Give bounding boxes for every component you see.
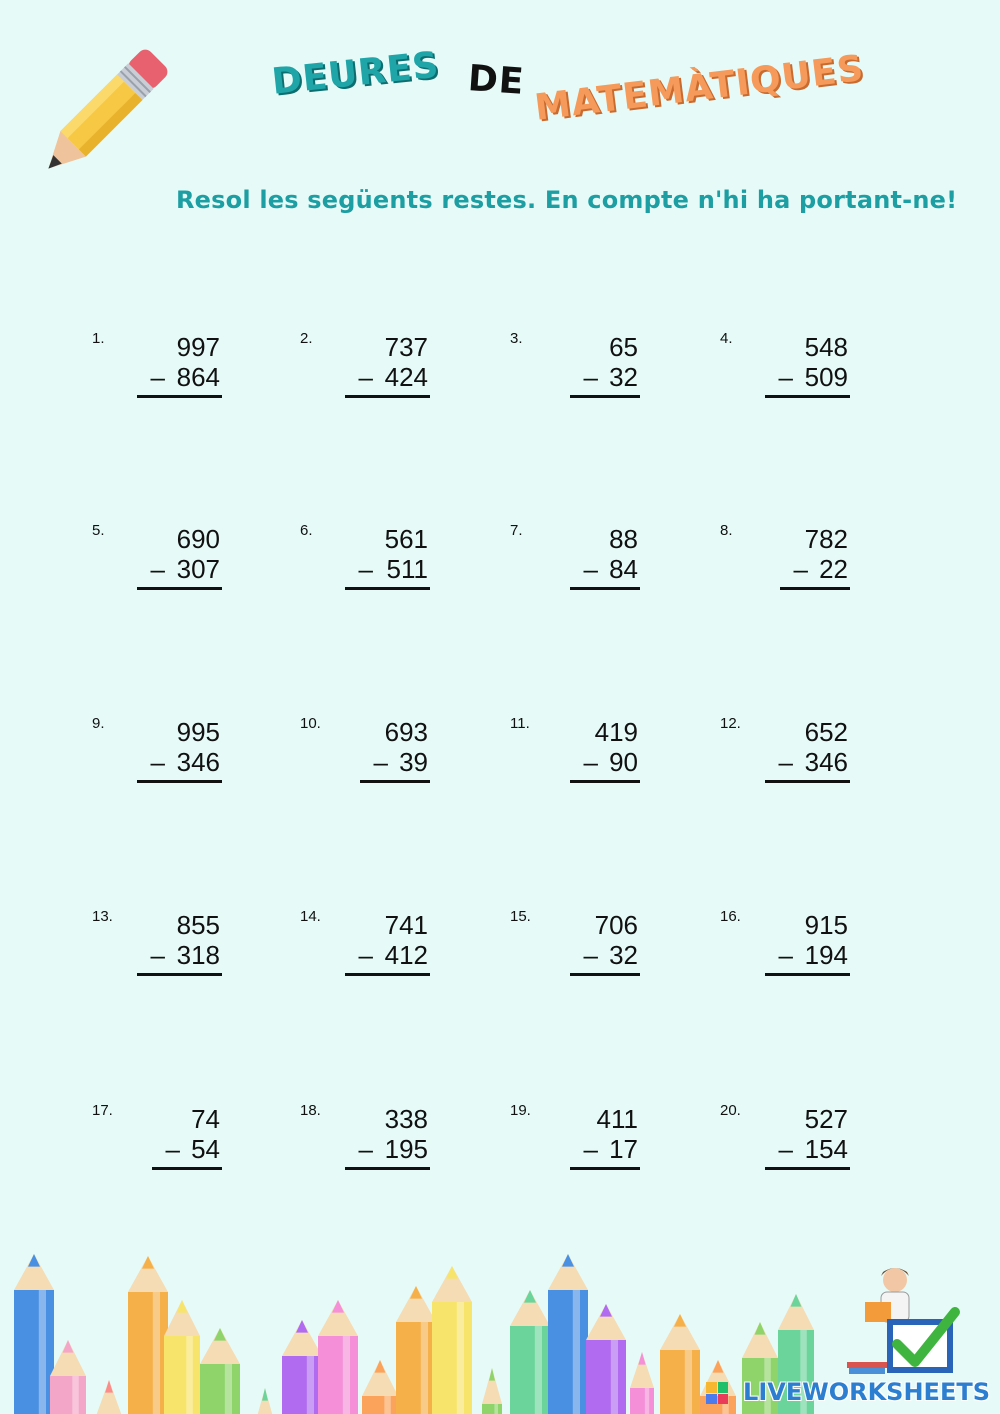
liveworksheets-logo-icon [706,1382,728,1404]
problem-number: 18. [300,1102,321,1119]
minus-sign: – [358,362,373,392]
subtraction-problem [720,522,870,592]
teacher-checkmark-icon [845,1262,985,1382]
problem-number: 6. [300,522,313,539]
minuend: 915 [804,910,848,940]
minus-sign: – [150,554,165,584]
answer-line [570,1167,640,1170]
minuend: 995 [176,717,220,747]
answer-line [780,587,850,590]
answer-line [360,780,430,783]
minus-sign: – [358,554,373,584]
subtraction-problem [510,522,660,592]
answer-line [765,1167,850,1170]
minuend: 527 [804,1104,848,1134]
minuend: 997 [176,332,220,362]
problem-number: 4. [720,330,733,347]
subtraction-problem [300,908,450,978]
subtraction-problem [720,1102,870,1172]
subtraction-problem [92,330,242,400]
subtrahend: 864 [176,362,220,392]
problem-number: 11. [510,715,530,732]
title-de: DE [466,58,526,103]
title-deures: DEURES [269,44,442,103]
answer-line [570,973,640,976]
answer-line [137,395,222,398]
subtraction-problem [510,1102,660,1172]
subtrahend: 511 [386,554,428,584]
minus-sign: – [583,940,598,970]
subtrahend: 84 [609,554,638,584]
answer-line [570,395,640,398]
answer-line [345,587,430,590]
minus-sign: – [358,940,373,970]
minus-sign: – [150,747,165,777]
problem-number: 19. [510,1102,531,1119]
subtraction-problem [92,1102,242,1172]
minuend: 706 [594,910,638,940]
subtrahend: 412 [384,940,428,970]
subtraction-problem [510,330,660,400]
problem-number: 15. [510,908,531,925]
problem-number: 17. [92,1102,113,1119]
minuend: 737 [384,332,428,362]
instruction-text: Resol les següents restes. En compte n'hi ha portant-ne! [176,186,958,214]
problem-number: 3. [510,330,523,347]
subtrahend: 509 [804,362,848,392]
minuend: 74 [191,1104,220,1134]
subtrahend: 194 [804,940,848,970]
problem-number: 14. [300,908,321,925]
minus-sign: – [583,554,598,584]
minus-sign: – [778,362,793,392]
problem-number: 8. [720,522,733,539]
problem-number: 13. [92,908,113,925]
subtrahend: 90 [609,747,638,777]
minuend: 782 [804,524,848,554]
minus-sign: – [583,747,598,777]
answer-line [345,395,430,398]
answer-line [765,395,850,398]
problem-number: 7. [510,522,523,539]
answer-line [137,973,222,976]
answer-line [765,780,850,783]
minuend: 855 [176,910,220,940]
subtrahend: 54 [191,1134,220,1164]
subtrahend: 318 [176,940,220,970]
minuend: 419 [594,717,638,747]
subtraction-problem [300,330,450,400]
problem-number: 16. [720,908,741,925]
subtrahend: 346 [804,747,848,777]
minus-sign: – [358,1134,373,1164]
subtrahend: 346 [176,747,220,777]
minuend: 338 [384,1104,428,1134]
subtrahend: 32 [609,362,638,392]
minuend: 88 [609,524,638,554]
answer-line [570,780,640,783]
minus-sign: – [778,940,793,970]
subtraction-problem [300,715,450,785]
subtraction-problem [720,715,870,785]
subtraction-problem [720,330,870,400]
minus-sign: – [150,362,165,392]
subtraction-problem [510,908,660,978]
answer-line [345,973,430,976]
subtrahend: 424 [384,362,428,392]
subtrahend: 17 [609,1134,638,1164]
problem-number: 20. [720,1102,741,1119]
minuend: 652 [804,717,848,747]
subtrahend: 32 [609,940,638,970]
minuend: 693 [384,717,428,747]
subtraction-problem [300,522,450,592]
minus-sign: – [583,362,598,392]
subtrahend: 307 [176,554,220,584]
minuend: 411 [596,1104,638,1134]
subtraction-problem [300,1102,450,1172]
subtrahend: 22 [819,554,848,584]
minus-sign: – [778,747,793,777]
minuend: 65 [609,332,638,362]
subtraction-problem [510,715,660,785]
subtraction-problem [92,908,242,978]
problem-number: 12. [720,715,741,732]
subtraction-problem [92,715,242,785]
minus-sign: – [150,940,165,970]
subtrahend: 154 [804,1134,848,1164]
problem-number: 10. [300,715,321,732]
minus-sign: – [583,1134,598,1164]
problem-number: 5. [92,522,105,539]
minuend: 548 [804,332,848,362]
subtraction-problem [92,522,242,592]
answer-line [137,780,222,783]
subtraction-problem [720,908,870,978]
minuend: 741 [384,910,428,940]
brand-watermark: LIVEWORKSHEETS [743,1378,990,1406]
minus-sign: – [373,747,388,777]
answer-line [345,1167,430,1170]
problem-number: 9. [92,715,105,732]
minus-sign: – [778,1134,793,1164]
minuend: 690 [176,524,220,554]
title-matematiques: MATEMÀTIQUES [532,47,867,129]
answer-line [137,587,222,590]
subtrahend: 195 [384,1134,428,1164]
problem-number: 2. [300,330,313,347]
problem-number: 1. [92,330,105,347]
answer-line [570,587,640,590]
minus-sign: – [793,554,808,584]
pencil-icon [30,45,170,190]
minus-sign: – [165,1134,180,1164]
minuend: 561 [384,524,428,554]
answer-line [152,1167,222,1170]
answer-line [765,973,850,976]
subtrahend: 39 [399,747,428,777]
